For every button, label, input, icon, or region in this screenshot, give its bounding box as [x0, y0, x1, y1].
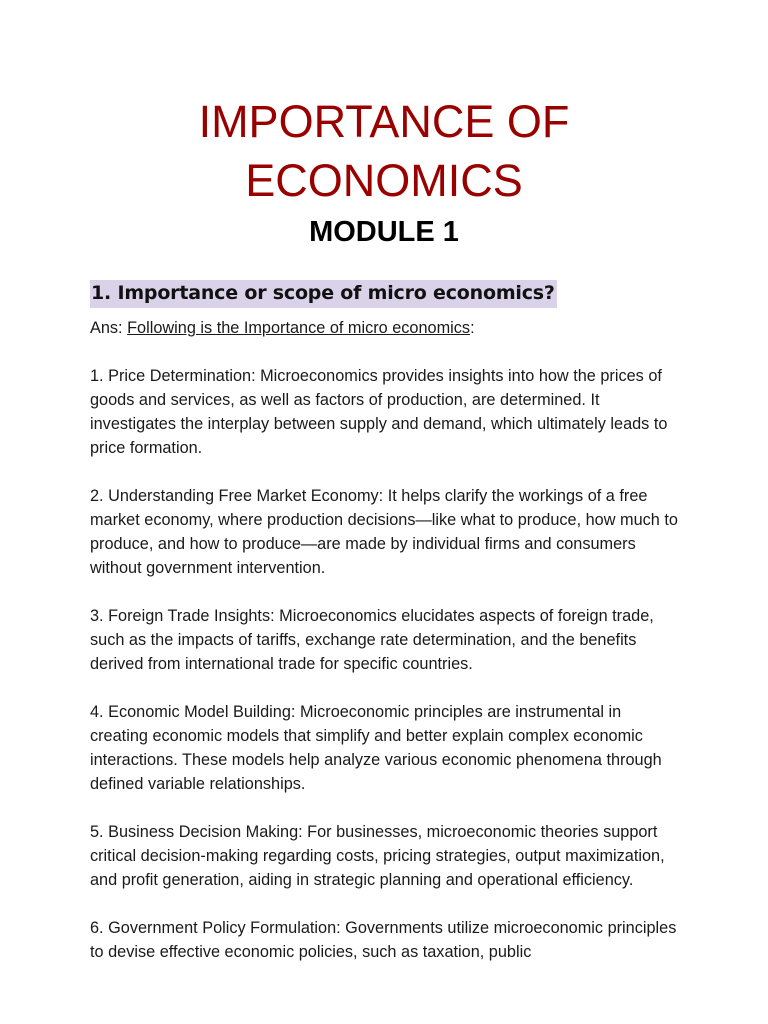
point-foreign-trade: 3. Foreign Trade Insights: Microeconomics elucidates aspects of foreign trade, such as the impacts of tariffs, exchange rate determination, and the benefits derived from international trade for specific countries.: [90, 607, 654, 673]
point-government-policy: 6. Government Policy Formulation: Governments utilize microeconomic principles to devise effective economic policies, such as taxation, public: [90, 919, 677, 961]
question-heading: 1. Importance or scope of micro economics?: [90, 280, 557, 308]
page-title-line-2: ECONOMICS: [245, 155, 523, 206]
answer-body: [90, 316, 680, 988]
answer-prefix: Ans:: [90, 319, 128, 337]
point-price-determination: 1. Price Determination: Microeconomics provides insights into how the prices of goods and services, as well as factors of production, are determined. It investigates the interplay between supply and demand, which ultimately leads to price formation.: [90, 367, 668, 457]
page-title-line-1: IMPORTANCE OF: [198, 96, 570, 147]
answer-intro: Following is the Importance of micro economics: [127, 319, 471, 337]
answer-suffix: :: [470, 319, 475, 337]
module-heading: MODULE 1: [309, 216, 459, 248]
point-free-market-economy: 2. Understanding Free Market Economy: It helps clarify the workings of a free market economy, where production decisions—like what to produce, how much to produce, and how to produce—are made by individual firms and consumers without government intervention.: [90, 487, 678, 577]
answer-intro-paragraph: [90, 316, 680, 340]
point-economic-model-building: 4. Economic Model Building: Microeconomic principles are instrumental in creating economic models that simplify and better explain complex economic interactions. These models help analyze various economic phenomena through defined variable relationships.: [90, 703, 662, 793]
page-title: [0, 92, 768, 210]
point-business-decision-making: 5. Business Decision Making: For businesses, microeconomic theories support critical decision-making regarding costs, pricing strategies, output maximization, and profit generation, aiding in strategic planning and operational efficiency.: [90, 823, 665, 889]
